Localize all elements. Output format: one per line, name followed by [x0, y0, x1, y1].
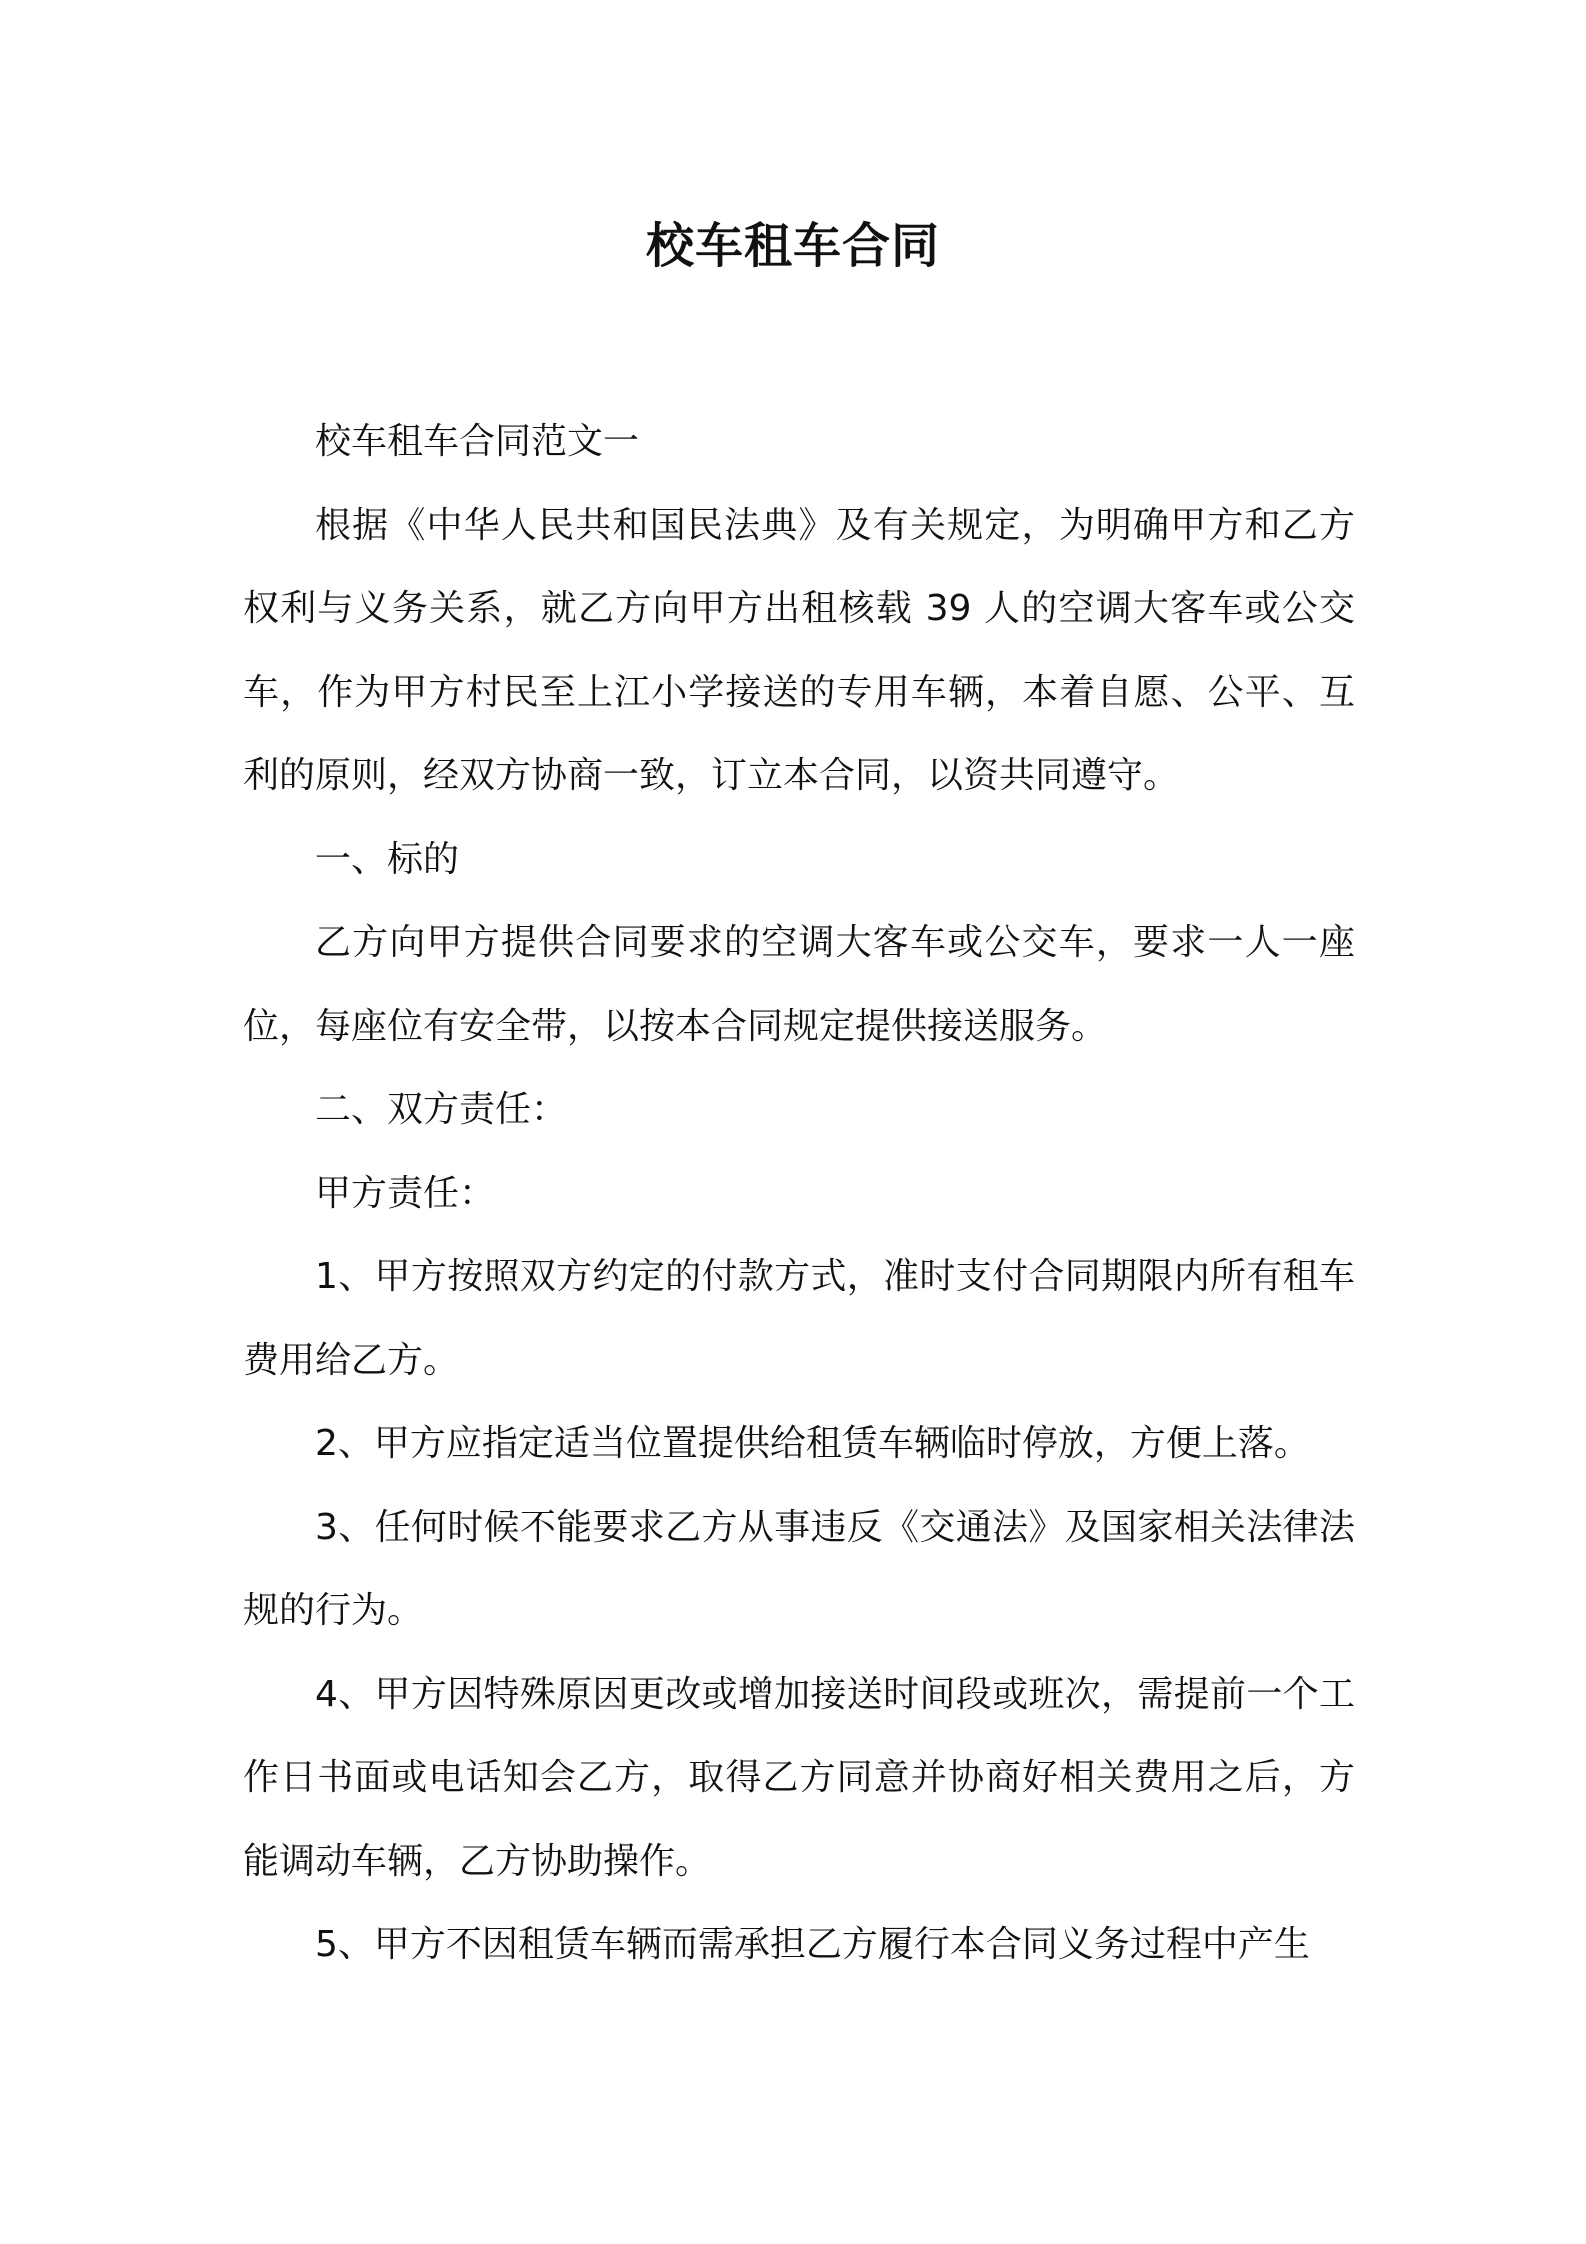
section-heading-subject: 一、标的 — [315, 838, 460, 880]
paragraph-preamble: 根据《中华人民共和国民法典》及有关规定，为明确甲方和乙方权利与义务关系，就乙方向甲方出租核载 39 人的空调大客车或公交车，作为甲方村民至上江小学接送的专用车辆，本着自愿、公平、互利的原则，经双方协商一致，订立本合同，以资共同遵守。 — [243, 504, 1355, 796]
subheading-party-a: 甲方责任： — [315, 1172, 496, 1214]
section-heading-responsibilities: 二、双方责任： — [315, 1089, 568, 1130]
document-title: 校车租车合同 — [645, 218, 940, 274]
document-body — [243, 400, 1355, 1987]
clause-1: 1、甲方按照双方约定的付款方式，准时支付合同期限内所有租车费用给乙方。 — [243, 1256, 1355, 1381]
paragraph-subtitle: 校车租车合同范文一 — [315, 421, 640, 462]
clause-5: 5、甲方不因租赁车辆而需承担乙方履行本合同义务过程中产生 — [315, 1924, 1310, 1965]
clause-4: 4、甲方因特殊原因更改或增加接送时间段或班次，需提前一个工作日书面或电话知会乙方，取得乙方同意并协商好相关费用之后，方能调动车辆，乙方协助操作。 — [243, 1673, 1355, 1882]
clause-2: 2、甲方应指定适当位置提供给租赁车辆临时停放，方便上落。 — [315, 1423, 1310, 1464]
paragraph-subject: 乙方向甲方提供合同要求的空调大客车或公交车，要求一人一座位，每座位有安全带，以按本合同规定提供接送服务。 — [243, 922, 1355, 1047]
clause-3: 3、任何时候不能要求乙方从事违反《交通法》及国家相关法律法规的行为。 — [243, 1506, 1355, 1631]
